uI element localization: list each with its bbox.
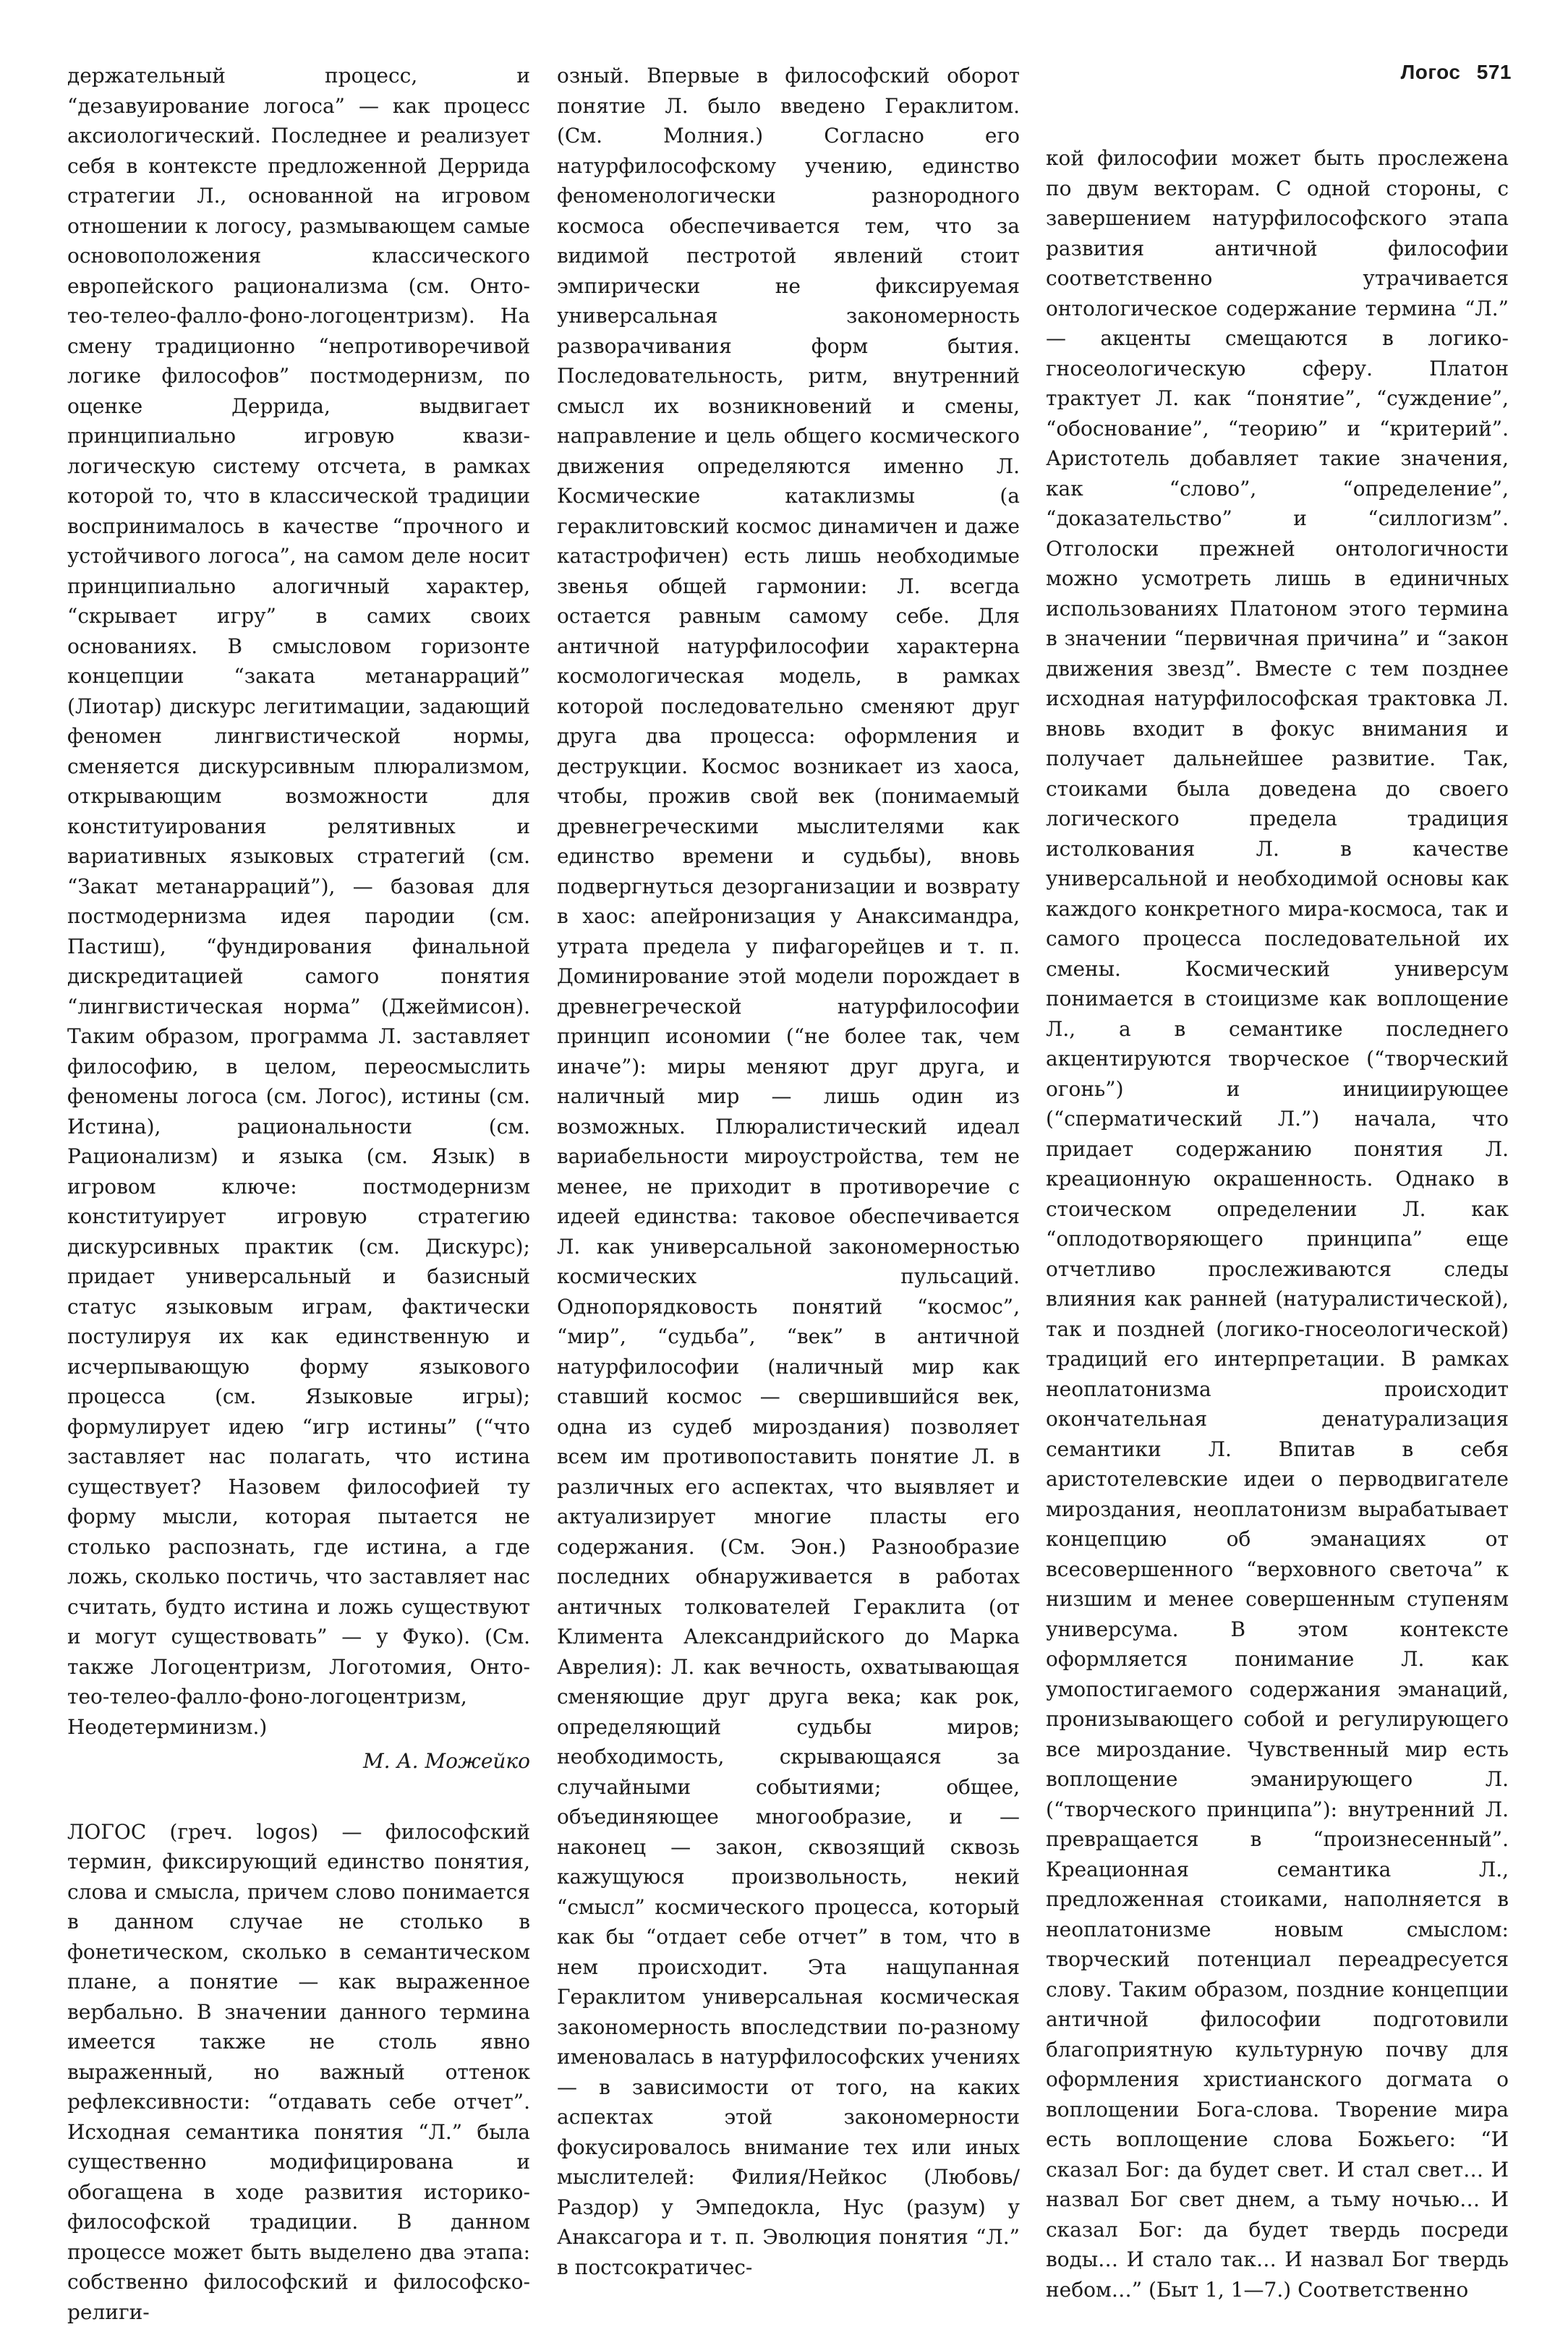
page-number: 571 — [1477, 61, 1512, 83]
running-head — [1401, 61, 1512, 84]
article-logos-start: ЛОГОС (греч. logos) — философский термин, фиксирующий единство понятия, слова и смысла, причем слово понимается в данном случае не столько в фонетическом, сколько в семантическом плане, а понятие — как выраженное вербально. В значении данного термина имеется также не столь явно выраженный, но важный оттенок рефлексивности: “отдавать себе отчет”. Исходная семантика понятия “Л.” была существенно модифицирована и обогащена в ходе развития историко-философской традиции. В данном процессе может быть выделено два этапа: собственно философский и философско-религи- — [67, 1817, 530, 2327]
running-head-title: Логос — [1401, 61, 1461, 83]
paragraph: держательный процесс, и “дезавуирование логоса” — как процесс аксиологический. Последнее и реализует себя в контексте предложенной Деррида стратегии Л., основанной на игровом отношении к логосу, размывающем самые основоположения классического европейского рационализма (см. Онто-тео-телео-фалло-фоно-логоцентризм). На смену традиционно “непротиворечивой логике философов” постмодернизм, по оценке Деррида, выдвигает принципиально игровую квази-логическую систему отсчета, в рамках которой то, что в классической традиции воспринималось в качестве “прочного и устойчивого логоса”, на самом деле носит принципиально алогичный характер, “скрывает игру” в самих своих основаниях. В смысловом горизонте концепции “заката метанарраций” (Лиотар) дискурс легитимации, задающий феномен лингвистической нормы, сменяется дискурсивным плюрализмом, открывающим возможности для конституирования релятивных и вариативных языковых стратегий (см. “Закат метанарраций”), — базовая для постмодернизма идея пародии (см. Пастиш), “фундирования финальной дискредитацией самого понятия “лингвистическая норма” (Джеймисон). Таким образом, программа Л. заставляет философию, в целом, переосмыслить феномены логоса (см. Логос), истины (см. Истина), рациональности (см. Рационализм) и языка (см. Язык) в игровом ключе: постмодернизм конституирует игровую стратегию дискурсивных практик (см. Дискурс); придает универсальный и базисный статус языковым играм, фактически постулируя их как единственную и исчерпывающую форму языкового процесса (см. Языковые игры); формулирует идею “игр истины” (“что заставляет нас полагать, что истина существует? Назовем философией ту форму мысли, которая пытается не столько распознать, где истина, а где ложь, сколько постичь, что заставляет нас считать, будто истина и ложь существуют и могут существовать” — у Фуко). (См. также Логоцентризм, Логотомия, Онто-тео-телео-фалло-фоно-логоцентризм, Неодетерминизм.) — [67, 61, 530, 1742]
paragraph: озный. Впервые в философский оборот понятие Л. было введено Гераклитом. (См. Молния.) Согласно его натурфилософскому учению, единство феноменологически разнородного космоса обеспечивается тем, что за видимой пестротой явлений стоит эмпирически не фиксируемая универсальная закономерность разворачивания форм бытия. Последовательность, ритм, внутренний смысл их возникновений и смены, направление и цель общего космического движения определяются именно Л. Космические катаклизмы (а гераклитовский космос динамичен и даже катастрофичен) есть лишь необходимые звенья общей гармонии: Л. всегда остается равным самому себе. Для античной натурфилософии характерна космологическая модель, в рамках которой последовательно сменяют друг друга два процесса: оформления и деструкции. Космос возникает из хаоса, чтобы, прожив свой век (понимаемый древнегреческими мыслителями как единство времени и судьбы), вновь подвергнуться дезорганизации и возврату в хаос: апейронизация у Анаксимандра, утрата предела у пифагорейцев и т. п. Доминирование этой модели порождает в древнегреческой натурфилософии принцип исономии (“не более так, чем иначе”): миры меняют друг друга, и наличный мир — лишь один из возможных. Плюралистический идеал вариабельности мироустройства, тем не менее, не приходит в противоречие с идеей единства: таковое обеспечивается Л. как универсальной закономерностью космических пульсаций. Однопорядковость понятий “космос”, “мир”, “судьба”, “век” в античной натурфилософии (наличный мир как ставший космос — свершившийся век, одна из судеб мироздания) позволяет всем им противопоставить понятие Л. в различных его аспектах, что выявляет и актуализирует многие пласты его содержания. (См. Эон.) Разнообразие последних обнаруживается в работах античных толкователей Гераклита (от Климента Александрийского до Марка Аврелия): Л. как вечность, охватывающая сменяющие друг друга века; как рок, определяющий судьбы миров; необходимость, скрывающаяся за случайными событиями; общее, объединяющее многообразие, и — наконец — закон, сквозящий сквозь кажущуюся произвольность, некий “смысл” космического процесса, который как бы “отдает себе отчет” в том, что в нем происходит. Эта нащупанная Гераклитом универсальная космическая закономерность впоследствии по-разному именовалась в натурфилософских учениях — в зависимости от того, на каких аспектах этой закономерности фокусировалось внимание тех или иных мыслителей: Филия/Нейкос (Любовь/Раздор) у Эмпедокла, Нус (разум) у Анаксагора и т. п. Эволюция понятия “Л.” в постсократичес- — [557, 61, 1020, 2282]
column-3 — [1046, 143, 1509, 2227]
author-signature: М. А. Можейко — [67, 1746, 530, 1777]
paragraph: кой философии может быть прослежена по двум векторам. С одной стороны, с завершением натурфилософского этапа развития античной философии соответственно утрачивается онтологическое содержание термина “Л.” — акценты смещаются в логико-гносеологическую сферу. Платон трактует Л. как “понятие”, “суждение”, “обоснование”, “теорию” и “критерий”. Аристотель добавляет такие значения, как “слово”, “определение”, “доказательство” и “силлогизм”. Отголоски прежней онтологичности можно усмотреть лишь в единичных использованиях Платоном этого термина в значении “первичная причина” и “закон движения звезд”. Вместе с тем позднее исходная натурфилософская трактовка Л. вновь входит в фокус внимания и получает дальнейшее развитие. Так, стоиками была доведена до своего логического предела традиция истолкования Л. в качестве универсальной и необходимой основы как каждого конкретного мира-космоса, так и самого процесса последовательной их смены. Космический универсум понимается в стоицизме как воплощение Л., а в семантике последнего акцентируются творческое (“творческий огонь”) и инициирующее (“сперматический Л.”) начала, что придает содержанию понятия Л. креационную окрашенность. Однако в стоическом определении Л. как “оплодотворяющего принципа” еще отчетливо прослеживаются следы влияния как ранней (натуралистической), так и поздней (логико-гносеологической) традиций его интерпретации. В рамках неоплатонизма происходит окончательная денатурализация семантики Л. Впитав в себя аристотелевские идеи о перводвигателе мироздания, неоплатонизм вырабатывает концепцию об эманациях от всесовершенного “верховного светоча” к низшим и менее совершенным ступеням универсума. В этом контексте оформляется понимание Л. как умопостигаемого содержания эманаций, пронизывающего собой и регулирующего все мироздание. Чувственный мир есть воплощение эманирующего Л. (“творческого принципа”): внутренний Л. превращается в “произнесенный”. Креационная семантика Л., предложенная стоиками, наполняется в неоплатонизме новым смыслом: творческий потенциал переадресуется слову. Таким образом, поздние концепции античной философии подготовили благоприятную культурную почву для оформления христианского догмата о воплощении Бога-слова. Творение мира есть воплощение слова Божьего: “И сказал Бог: да будет свет. И стал свет… И назвал Бог свет днем, а тьму ночью… И сказал Бог: да будет твердь посреди воды… И стало так… И назвал Бог твердь небом…” (Быт 1, 1—7.) Соответственно — [1046, 143, 1509, 2305]
column-2 — [557, 61, 1020, 2227]
column-1 — [67, 61, 530, 2227]
